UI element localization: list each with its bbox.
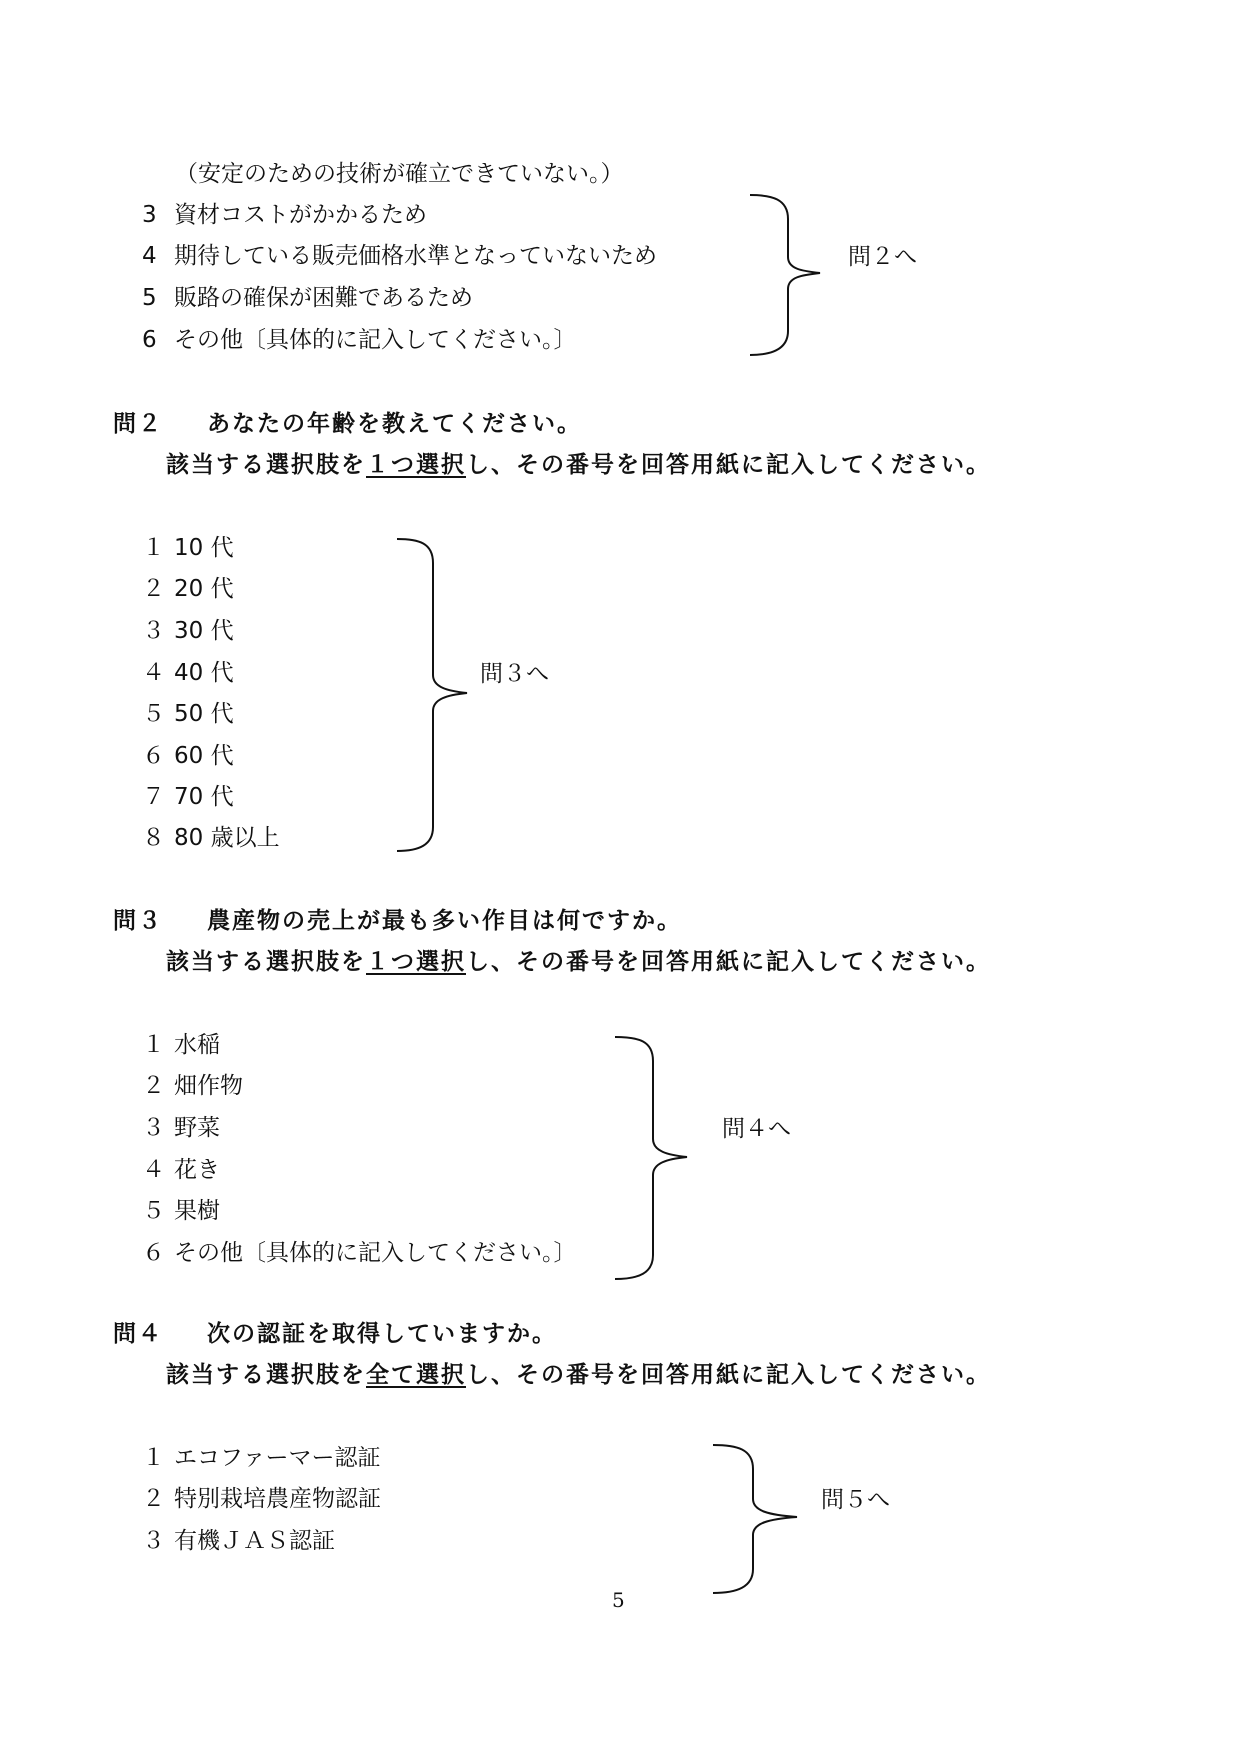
q2-option-3 — [142, 616, 234, 646]
option-label: 販路の確保が困難であるため — [174, 285, 473, 311]
q2-instruction — [166, 450, 991, 480]
q2-option-7 — [142, 782, 234, 812]
instruction-emphasis: 全て選択 — [366, 1362, 466, 1388]
instruction-emphasis: １つ選択 — [366, 949, 466, 975]
q3-heading — [113, 906, 682, 936]
instruction-text: し、その番号を回答用紙に記入してください。 — [466, 949, 991, 975]
q1-option-4 — [142, 241, 657, 271]
option-label: 畑作物 — [174, 1073, 243, 1099]
instruction-emphasis: １つ選択 — [366, 452, 466, 478]
option-number: 5 — [142, 285, 157, 311]
option-number: １ — [142, 1032, 165, 1058]
option-number: ２ — [142, 1486, 165, 1512]
option-number: ４ — [142, 1157, 165, 1183]
option-number: ６ — [142, 1240, 165, 1266]
option-label: 60 代 — [174, 743, 234, 769]
option-label: 有機ＪＡＳ認証 — [174, 1528, 335, 1554]
option-label: 70 代 — [174, 784, 234, 810]
q2-brace — [397, 537, 467, 853]
q2-heading — [113, 409, 582, 439]
option-label: 特別栽培農産物認証 — [174, 1486, 381, 1512]
option-number: 4 — [142, 243, 157, 269]
option-number: 3 — [142, 202, 157, 228]
q1-brace — [750, 193, 820, 358]
option-label: 80 歳以上 — [174, 825, 280, 851]
q4-instruction — [166, 1360, 991, 1390]
question-text: 次の認証を取得していますか。 — [207, 1321, 557, 1347]
q3-option-5 — [142, 1196, 220, 1226]
option-label: 10 代 — [174, 535, 234, 561]
option-number: 6 — [142, 327, 157, 353]
option-label: その他〔具体的に記入してください。〕 — [174, 1240, 577, 1266]
question-text: あなたの年齢を教えてください。 — [207, 411, 582, 437]
option-label: 花き — [174, 1157, 220, 1183]
option-label: 果樹 — [174, 1198, 220, 1224]
q4-option-3 — [142, 1526, 335, 1556]
option-label: 野菜 — [174, 1115, 220, 1141]
q2-option-2 — [142, 574, 234, 604]
q1-option-3 — [142, 200, 427, 230]
option-label: 30 代 — [174, 618, 234, 644]
q1-option-6 — [142, 325, 577, 355]
question-number: 問４ — [113, 1321, 163, 1347]
question-text: 農産物の売上が最も多い作目は何ですか。 — [207, 908, 682, 934]
q2-option-6 — [142, 741, 234, 771]
q3-option-3 — [142, 1113, 220, 1143]
instruction-text: し、その番号を回答用紙に記入してください。 — [466, 452, 991, 478]
instruction-text: 該当する選択肢を — [166, 452, 366, 478]
option-number: ３ — [142, 1528, 165, 1554]
q2-option-4 — [142, 658, 234, 688]
option-number: ４ — [142, 660, 165, 686]
option-label: その他〔具体的に記入してください。〕 — [174, 327, 577, 353]
q4-option-1 — [142, 1443, 381, 1473]
option-number: ５ — [142, 1198, 165, 1224]
instruction-text: 該当する選択肢を — [166, 949, 366, 975]
q3-option-6 — [142, 1238, 577, 1268]
instruction-text: し、その番号を回答用紙に記入してください。 — [466, 1362, 991, 1388]
q1-option-5 — [142, 283, 473, 313]
q3-option-2 — [142, 1071, 243, 1101]
instruction-text: 該当する選択肢を — [166, 1362, 366, 1388]
option-number: ２ — [142, 576, 165, 602]
option-number: ２ — [142, 1073, 165, 1099]
q3-option-4 — [142, 1155, 220, 1185]
page-number: 5 — [612, 1588, 625, 1612]
q2-option-1 — [142, 533, 234, 563]
option-label: 資材コストがかかるため — [174, 202, 427, 228]
option-number: １ — [142, 535, 165, 561]
q3-brace — [615, 1035, 687, 1281]
q4-option-2 — [142, 1484, 381, 1514]
option-label: 50 代 — [174, 701, 234, 727]
question-number: 問２ — [113, 411, 163, 437]
option-label: 期待している販売価格水準となっていないため — [174, 243, 657, 269]
option-number: １ — [142, 1445, 165, 1471]
option-number: ６ — [142, 743, 165, 769]
option-number: ３ — [142, 618, 165, 644]
q4-brace — [713, 1443, 797, 1595]
q3-goto: 問４へ — [722, 1116, 791, 1142]
option-label: 20 代 — [174, 576, 234, 602]
q3-option-1 — [142, 1030, 220, 1060]
option-label: エコファーマー認証 — [174, 1445, 381, 1471]
q1-note: （安定のための技術が確立できていない。） — [175, 161, 624, 187]
question-number: 問３ — [113, 908, 163, 934]
q2-goto: 問３へ — [480, 661, 549, 687]
option-label: 40 代 — [174, 660, 234, 686]
q4-goto: 問５へ — [821, 1487, 890, 1513]
option-label: 水稲 — [174, 1032, 220, 1058]
q4-heading — [113, 1319, 557, 1349]
option-number: ３ — [142, 1115, 165, 1141]
q2-option-5 — [142, 699, 234, 729]
option-number: ８ — [142, 825, 165, 851]
q1-goto: 問２へ — [848, 244, 917, 270]
option-number: ７ — [142, 784, 165, 810]
q3-instruction — [166, 947, 991, 977]
q2-option-8 — [142, 823, 280, 853]
option-number: ５ — [142, 701, 165, 727]
